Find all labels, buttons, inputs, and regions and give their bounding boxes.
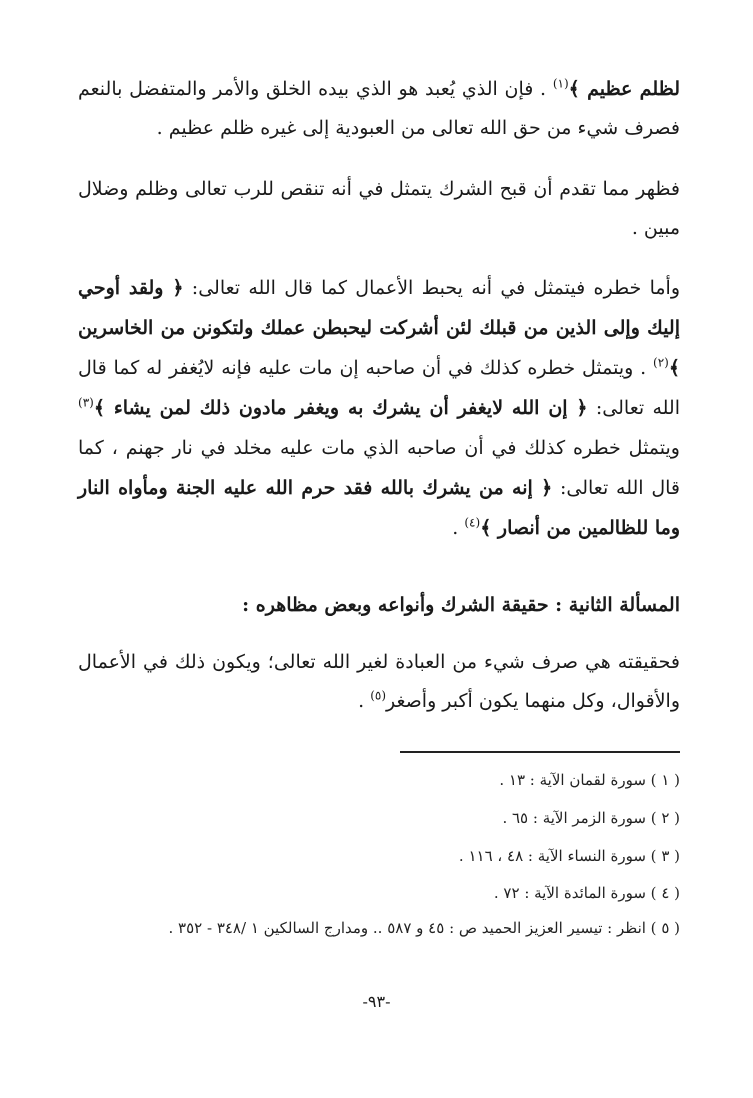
footnote-1: ( ١ ) سورة لقمان الآية : ١٣ .: [499, 771, 680, 789]
footnote-ref-2: (٢): [653, 355, 669, 370]
paragraph-4-end: .: [358, 690, 371, 712]
footnote-divider: [400, 751, 680, 753]
footnote-5: ( ٥ ) انظر : تيسير العزيز الحميد ص : ٤٥ و ٥٨٧ .. ومدارج السالكين ١ /٣٤٨ - ٣٥٢ .: [168, 919, 680, 937]
paragraph-2-text: فظهر مما تقدم أن قبح الشرك يتمثل في أنه تنقص للرب تعالى وظلم وضلال مبين .: [78, 178, 680, 239]
paragraph-3-mid-2: ويتمثل خطره كذلك في أن صاحبه الذي مات عليه مخلد في نار جهنم ، كما قال الله تعالى:: [78, 437, 680, 499]
footnote-4: ( ٤ ) سورة المائدة الآية : ٧٢ .: [493, 884, 680, 902]
paragraph-2: [78, 170, 680, 248]
paragraph-3-end: .: [452, 517, 465, 539]
page-number: -٩٣-: [362, 992, 391, 1011]
footnote-3: ( ٣ ) سورة النساء الآية : ٤٨ ، ١١٦ .: [458, 847, 680, 865]
paragraph-4: [78, 643, 680, 721]
paragraph-1: [78, 70, 680, 148]
quran-quote-nisa: ﴿ إن الله لايغفر أن يشرك به ويغفر مادون ذلك لمن يشاء ﴾: [93, 397, 588, 419]
paragraph-4-text: فحقيقته هي صرف شيء من العبادة لغير الله تعالى؛ ويكون ذلك في الأعمال والأقوال، وكل منهما يكون أكبر وأصغر: [78, 651, 680, 712]
quran-quote-maidah: ﴿ إنه من يشرك بالله فقد حرم الله عليه الجنة ومأواه النار وما للظالمين من أنصار ﴾: [78, 477, 680, 539]
footnote-ref-3: (٣): [78, 395, 94, 410]
footnote-ref-5: (٥): [370, 688, 387, 703]
footnote-ref-4: (٤): [464, 515, 481, 530]
section-heading: المسألة الثانية : حقيقة الشرك وأنواعه وبعض مظاهره :: [242, 594, 680, 616]
paragraph-3-intro: وأما خطره فيتمثل في أنه يحبط الأعمال كما قال الله تعالى:: [183, 277, 680, 299]
paragraph-1-text: . فإن الذي يُعبد هو الذي بيده الخلق والأمر والمتفضل بالنعم فصرف شيء من حق الله تعالى من العبودية إلى غيره ظلم عظيم .: [78, 78, 680, 139]
quran-quote-zumar: ﴿ ولقد أوحي إليك وإلى الذين من قبلك لئن أشركت ليحبطن عملك ولتكونن من الخاسرين ﴾: [78, 277, 680, 379]
paragraph-3-mid-1: . ويتمثل خطره كذلك في أن صاحبه إن مات عليه فإنه لايُغفر له كما قال الله تعالى:: [78, 357, 680, 419]
paragraph-3: [78, 268, 680, 548]
footnote-2: ( ٢ ) سورة الزمر الآية : ٦٥ .: [502, 809, 680, 827]
footnote-ref-1: (١): [552, 76, 569, 91]
quran-quote-end: لظلم عظيم ﴾: [568, 78, 680, 100]
